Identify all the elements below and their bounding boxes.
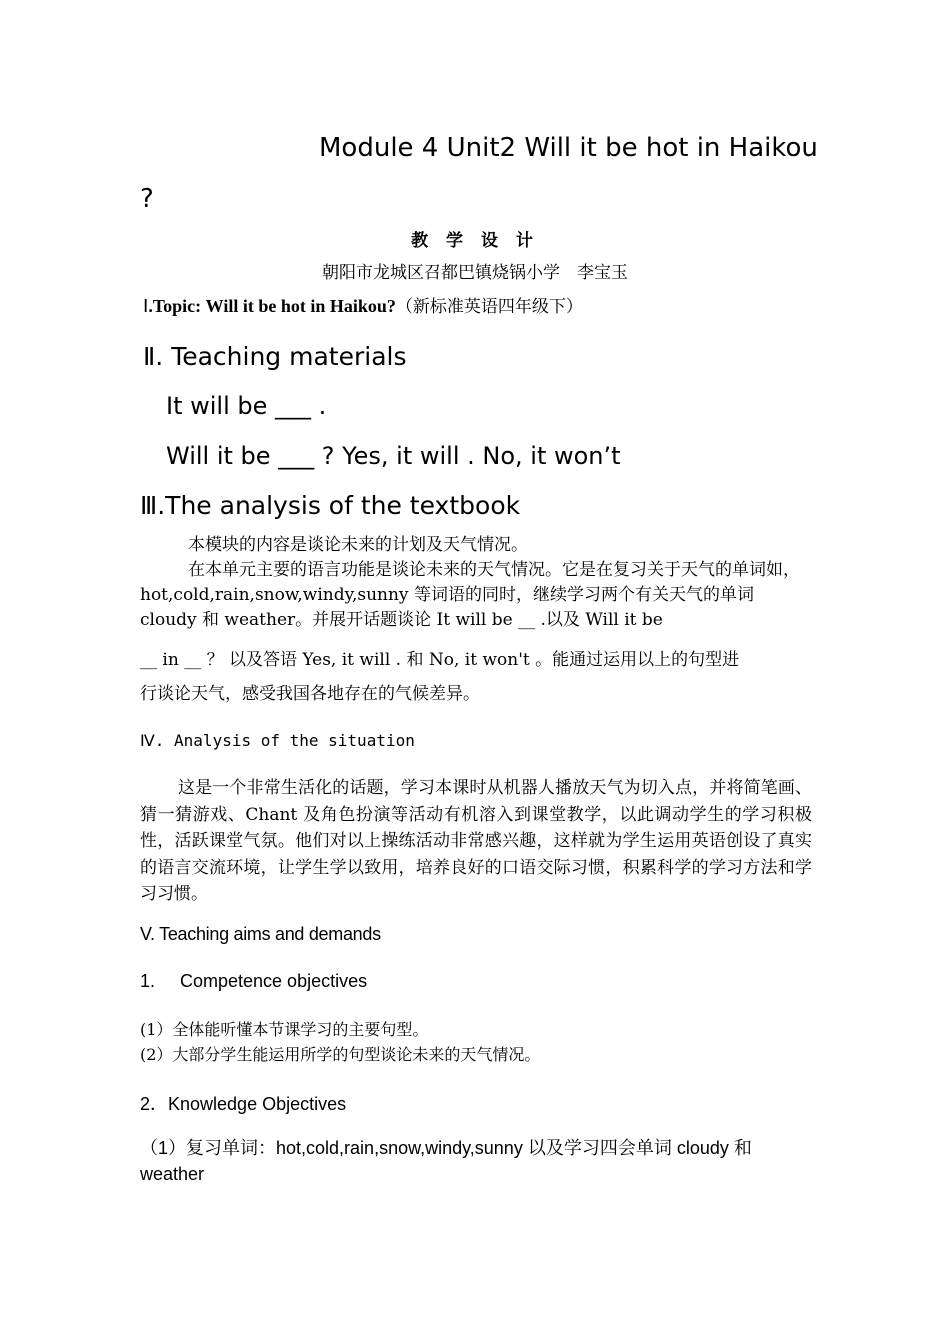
competence-objectives-heading [140,971,367,992]
competence-item-2: (2）大部分学生能运用所学的句型谈论未来的天气情况。 [140,1045,541,1064]
topic-line [143,292,583,317]
sentence-pattern-1: It will be ___ . [166,392,327,420]
section3-paragraph-4: 行谈论天气，感受我国各地存在的气候差异。 [140,684,480,704]
document-title: Module 4 Unit2 Will it be hot in Haikou [319,133,818,163]
section3-heading: Ⅲ.The analysis of the textbook [140,491,521,520]
knowledge-item-1: （1）复习单词：hot,cold,rain,snow,windy,sunny 以及学习四会单词 cloudy 和 weather [140,1138,752,1184]
topic-title: Will it be hot in Haikou? [205,296,396,316]
knowledge-objectives-heading: 2．Knowledge Objectives [140,1094,347,1114]
section3-paragraph-3: __ in __ ？ 以及答语 Yes, it will . 和 No, it won't 。能通过运用以上的句型进 [140,650,740,670]
topic-label: .Topic: [148,296,202,316]
section3-paragraph-2: 在本单元主要的语言功能是谈论未来的天气情况。它是在复习关于天气的单词如，hot,cold,rain,snow,windy,sunny 等词语的同时，继续学习两个有关天气的单词 cloudy 和 weather。并展开话题谈论 It will be __ .以及 Will it be [140,560,800,630]
topic-numeral: Ⅰ [143,296,149,316]
section5-heading: V. Teaching aims and demands [140,924,381,944]
competence-label: Competence objectives [180,971,368,991]
section3-paragraph-1: 本模块的内容是谈论未来的计划及天气情况。 [188,535,528,555]
competence-item-1: (1）全体能听懂本节课学习的主要句型。 [140,1020,429,1039]
section4-heading: Ⅳ. Analysis of the situation [140,731,415,750]
author-line: 朝阳市龙城区召都巴镇烧锅小学 李宝玉 [322,263,628,283]
document-title-tail: ? [140,184,154,214]
sentence-pattern-2: Will it be ___ ? Yes, it will . No, it won’t [166,442,621,470]
section2-heading: Ⅱ. Teaching materials [143,342,407,371]
section4-paragraph: 这是一个非常生活化的话题，学习本课时从机器人播放天气为切入点，并将简笔画、猜一猜游戏、Chant 及角色扮演等活动有机溶入到课堂教学，以此调动学生的学习积极性，活跃课堂气氛。他们对以上操练活动非常感兴趣，这样就为学生运用英语创设了真实的语言交流环境，让学生学以致用，培养良好的口语交际习惯，积累科学的学习方法和学习习惯。 [140,778,812,904]
competence-number: 1. [140,971,156,991]
topic-note: （新标准英语四年级下） [395,297,583,317]
design-heading: 教 学 设 计 [411,231,539,251]
